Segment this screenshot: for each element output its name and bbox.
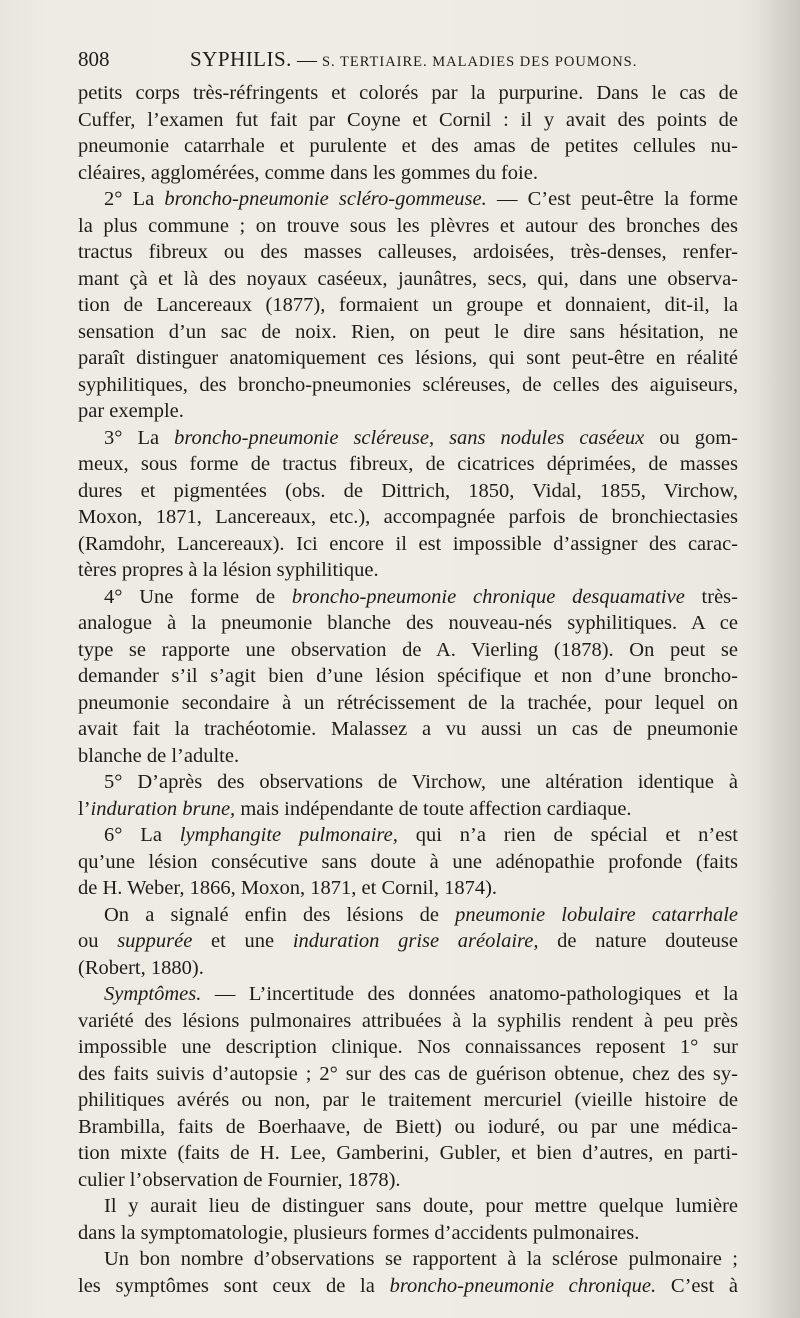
- running-title-rest: S. TERTIAIRE. MALADIES DES POUMONS.: [321, 54, 638, 70]
- text-segment: variété des lésions pulmonaires attribuées à la syphilis rendent à peu près: [78, 1009, 738, 1032]
- italic-phrase: lymphangite pulmonaire,: [179, 824, 398, 846]
- text-segment: et une: [192, 930, 293, 952]
- text-segment: 2° La: [104, 188, 165, 210]
- text-segment: avait fait la trachéotomie. Malassez a vu aussi un cas de pneumonie: [78, 718, 738, 740]
- text-line: [78, 1008, 738, 1035]
- text-line: [78, 584, 738, 611]
- text-segment: sensation d’un sac de noix. Rien, on peut le dire sans hésitation, ne: [78, 320, 738, 343]
- text-line: [78, 186, 738, 213]
- text-line: [78, 1140, 738, 1167]
- text-segment: mant çà et là des noyaux caséeux, jaunâtres, secs, qui, dans une observa-: [78, 267, 738, 290]
- text-segment: tion mixte (faits de H. Lee, Gamberini, Gubler, et bien d’autres, en parti-: [78, 1142, 738, 1164]
- running-title: [190, 44, 637, 77]
- italic-phrase: suppurée: [117, 930, 193, 952]
- text-segment: — C’est peut-être la forme: [486, 188, 738, 210]
- text-line: [78, 716, 738, 743]
- text-segment: blanche de l’adulte.: [78, 744, 240, 767]
- italic-phrase: broncho-pneumonie scléreuse, sans nodules caséeux: [174, 426, 645, 449]
- text-line: [78, 266, 738, 293]
- text-segment: 3° La: [104, 426, 175, 449]
- text-line: [78, 690, 738, 717]
- text-segment: (Robert, 1880).: [78, 956, 204, 979]
- text-segment: meux, sous forme de tractus fibreux, de cicatrices déprimées, de masses: [78, 453, 738, 475]
- text-segment: On a signalé enfin des lésions de: [104, 903, 456, 926]
- text-line: [78, 796, 738, 823]
- text-segment: qui n’a rien de spécial et n’est: [397, 824, 738, 846]
- page-number: 808: [78, 47, 110, 71]
- text-segment: la plus commune ; on trouve sous les plèvres et autour des bronches des: [78, 214, 738, 237]
- running-header: [78, 44, 738, 74]
- text-segment: de nature douteuse: [538, 930, 738, 952]
- text-line: [78, 1246, 738, 1273]
- text-segment: dures et pigmentées (obs. de Dittrich, 1850, Vidal, 1855, Virchow,: [78, 479, 738, 502]
- text-segment: syphilitiques, des broncho-pneumonies scléreuses, de celles des aiguiseurs,: [78, 373, 738, 396]
- text-segment: demander s’il s’agit bien d’une lésion spécifique et non d’une broncho-: [78, 665, 738, 687]
- text-segment: 6° La: [104, 824, 180, 846]
- text-line: [78, 372, 738, 399]
- text-line: [78, 769, 738, 796]
- text-segment: Cuffer, l’examen fut fait par Coyne et Cornil : il y avait des points de: [78, 108, 738, 131]
- text-segment: cléaires, agglomérées, comme dans les gommes du foie.: [78, 161, 538, 184]
- text-line: [78, 425, 738, 452]
- italic-phrase: broncho-pneumonie chronique.: [389, 1274, 657, 1297]
- text-line: [78, 849, 738, 876]
- text-segment: très-: [684, 585, 738, 608]
- text-segment: 4° Une forme de: [104, 585, 292, 608]
- text-line: [78, 1061, 738, 1088]
- text-line: [78, 504, 738, 531]
- text-segment: philitiques avérés ou non, par le traitement mercuriel (vieille histoire de: [78, 1089, 738, 1111]
- text-line: [78, 875, 738, 902]
- running-title-main: SYPHILIS.: [190, 47, 292, 71]
- text-line: [78, 663, 738, 690]
- text-line: [78, 610, 738, 637]
- text-segment: ou gom-: [644, 426, 738, 449]
- text-line: [78, 239, 738, 266]
- text-segment: (Ramdohr, Lancereaux). Ici encore il est impossible d’assigner des carac-: [78, 532, 738, 555]
- text-segment: type se rapporte une observation de A. Vierling (1878). On peut se: [78, 638, 738, 661]
- italic-phrase: induration brune,: [90, 797, 236, 820]
- italic-phrase: broncho-pneumonie chronique desquamative: [291, 585, 685, 608]
- text-line: [78, 557, 738, 584]
- text-segment: — L’incertitude des données anatomo-pathologiques et la: [201, 983, 738, 1005]
- text-line: [78, 902, 738, 929]
- running-title-dash: —: [291, 49, 322, 71]
- text-line: [78, 160, 738, 187]
- text-segment: qu’une lésion consécutive sans doute à une adénopathie profonde (faits: [78, 850, 738, 873]
- text-line: [78, 955, 738, 982]
- body-text: [78, 80, 738, 1299]
- text-segment: dans la symptomatologie, plusieurs formes d’accidents pulmonaires.: [78, 1221, 640, 1244]
- text-line: [78, 1087, 738, 1114]
- italic-phrase: Symptômes.: [104, 983, 202, 1005]
- text-segment: pneumonie catarrhale et purulente et des amas de petites cellules nu-: [78, 135, 738, 157]
- text-segment: analogue à la pneumonie blanche des nouveau-nés syphilitiques. A ce: [78, 612, 738, 634]
- text-line: [78, 1193, 738, 1220]
- text-line: [78, 478, 738, 505]
- text-segment: pneumonie secondaire à un rétrécissement de la trachée, pour lequel on: [78, 691, 738, 714]
- text-segment: par exemple.: [78, 400, 184, 422]
- text-line: [78, 133, 738, 160]
- text-segment: de H. Weber, 1866, Moxon, 1871, et Cornil, 1874).: [78, 877, 498, 899]
- text-line: [78, 1034, 738, 1061]
- text-segment: Brambilla, faits de Boerhaave, de Biett) ou ioduré, ou par une médica-: [78, 1115, 738, 1138]
- text-segment: C’est à: [656, 1274, 738, 1297]
- text-line: [78, 1273, 738, 1300]
- text-segment: Moxon, 1871, Lancereaux, etc.), accompagnée parfois de bronchiectasies: [78, 506, 738, 528]
- text-line: [78, 213, 738, 240]
- text-segment: tractus fibreux ou des masses calleuses, ardoisées, très-denses, renfer-: [78, 241, 738, 263]
- text-segment: mais indépendante de toute affection cardiaque.: [235, 797, 632, 820]
- text-segment: des faits suivis d’autopsie ; 2° sur des cas de guérison obtenue, chez des sy-: [78, 1062, 738, 1085]
- text-line: [78, 1114, 738, 1141]
- text-segment: tion de Lancereaux (1877), formaient un groupe et donnaient, dit-il, la: [78, 294, 738, 316]
- text-line: [78, 398, 738, 425]
- text-segment: Un bon nombre d’observations se rapportent à la sclérose pulmonaire ;: [104, 1248, 738, 1270]
- text-segment: ou: [78, 930, 118, 952]
- italic-phrase: pneumonie lobulaire catarrhale: [455, 903, 738, 926]
- text-line: [78, 1220, 738, 1247]
- text-line: [78, 345, 738, 372]
- italic-phrase: broncho-pneumonie scléro-gommeuse.: [164, 188, 487, 210]
- text-segment: les symptômes sont ceux de la: [78, 1274, 390, 1297]
- text-line: [78, 531, 738, 558]
- italic-phrase: induration grise aréolaire,: [292, 930, 539, 952]
- text-segment: Il y aurait lieu de distinguer sans doute, pour mettre quelque lumière: [104, 1195, 738, 1217]
- text-segment: tères propres à la lésion syphilitique.: [78, 559, 379, 581]
- text-line: [78, 981, 738, 1008]
- text-segment: petits corps très-réfringents et colorés par la purpurine. Dans le cas de: [78, 82, 738, 104]
- text-line: [78, 743, 738, 770]
- text-segment: 5° D’après des observations de Virchow, une altération identique à: [104, 771, 738, 793]
- text-line: [78, 107, 738, 134]
- text-line: [78, 80, 738, 107]
- page-edge-shadow: [760, 0, 800, 1318]
- text-line: [78, 292, 738, 319]
- text-segment: impossible une description clinique. Nos connaissances reposent 1° sur: [78, 1036, 738, 1058]
- text-line: [78, 1167, 738, 1194]
- text-line: [78, 319, 738, 346]
- text-line: [78, 637, 738, 664]
- text-segment: l’: [78, 797, 91, 820]
- text-line: [78, 451, 738, 478]
- text-line: [78, 822, 738, 849]
- text-segment: paraît distinguer anatomiquement ces lésions, qui sont peut-être en réalité: [78, 347, 738, 369]
- text-segment: culier l’observation de Fournier, 1878).: [78, 1168, 401, 1191]
- text-line: [78, 928, 738, 955]
